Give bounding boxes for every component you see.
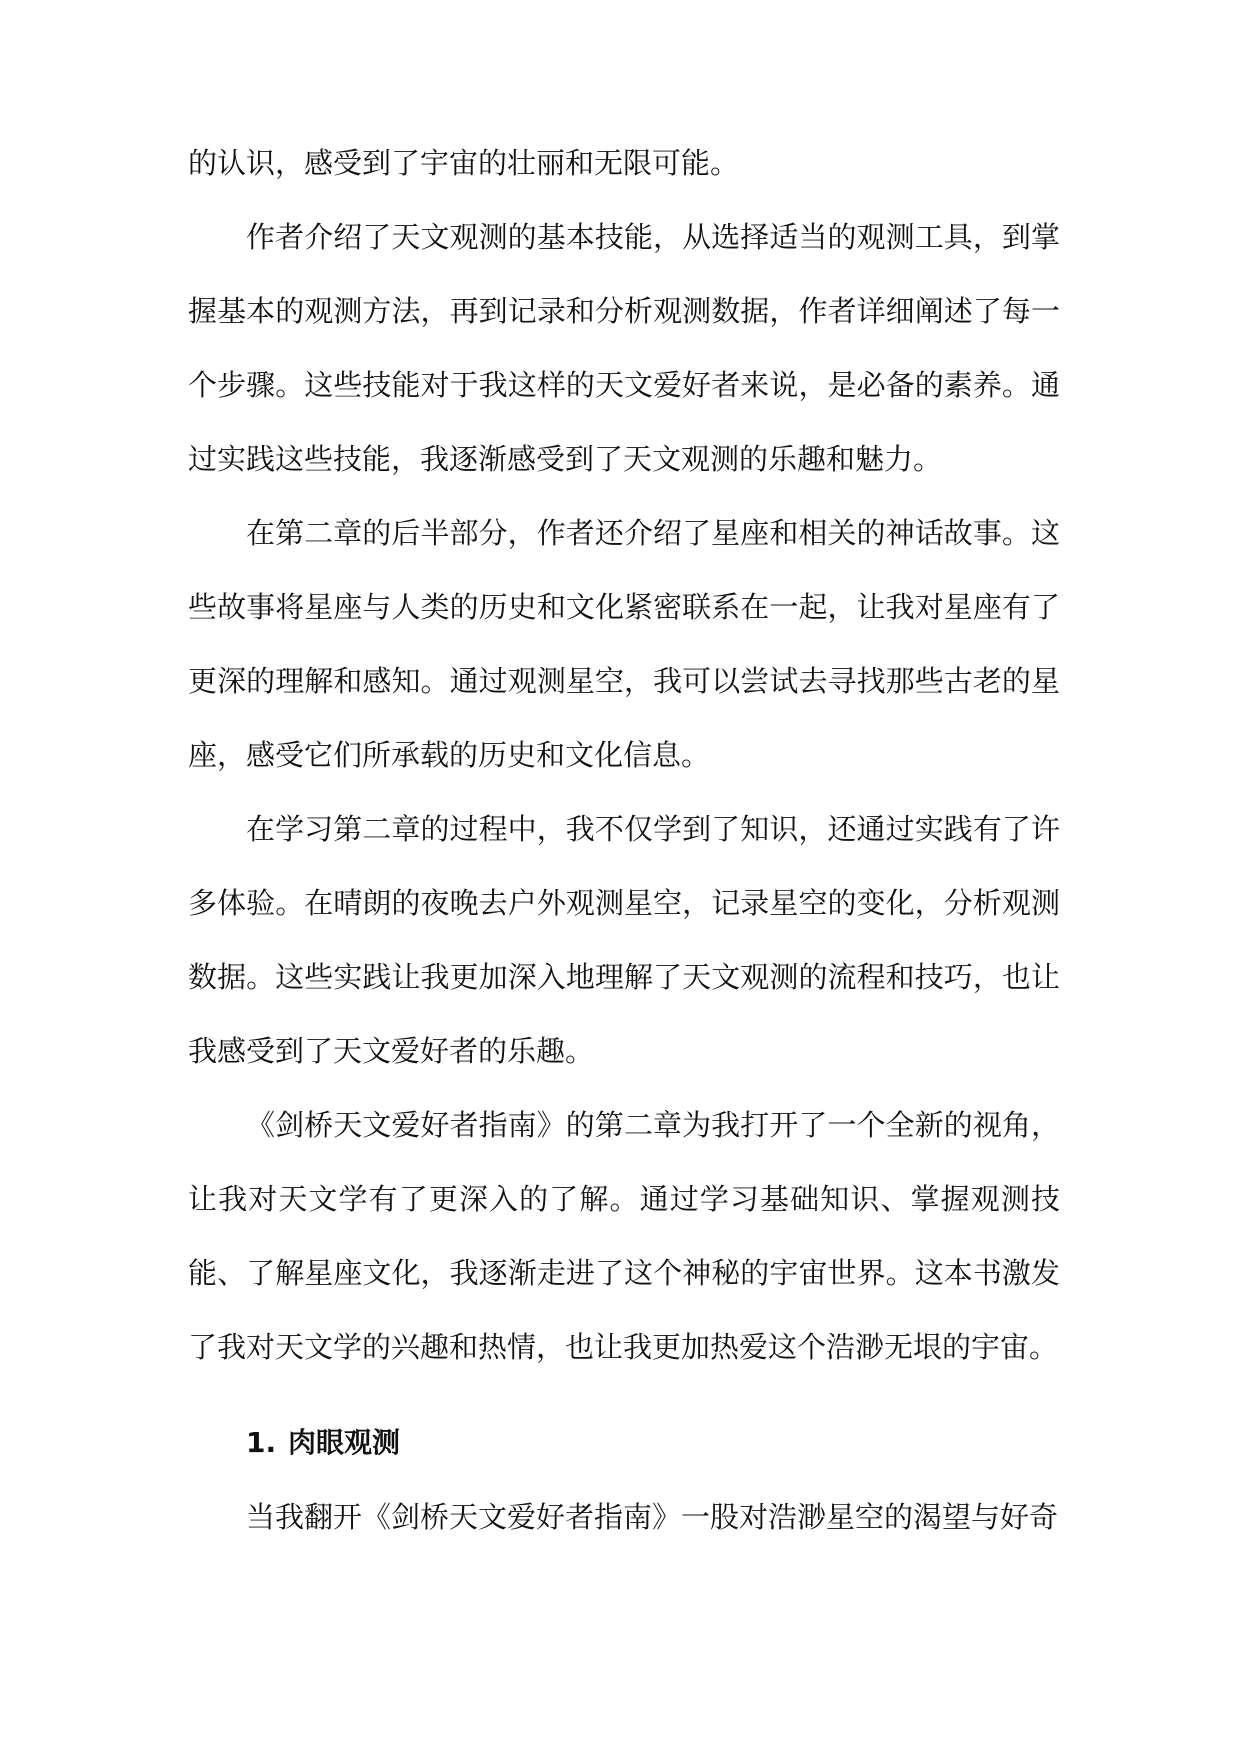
paragraph-summary: 《剑桥天文爱好者指南》的第二章为我打开了一个全新的视角，让我对天文学有了更深入的了解。通过学习基础知识、掌握观测技能、了解星座文化，我逐渐走进了这个神秘的宇宙世界。这本书激发了我对天文学的兴趣和热情，也让我更加热爱这个浩渺无垠的宇宙。 <box>188 1108 1060 1364</box>
section-number: 1. <box>246 1426 277 1459</box>
paragraph-observation-skills: 作者介绍了天文观测的基本技能，从选择适当的观测工具，到掌握基本的观测方法，再到记录和分析观测数据，作者详细阐述了每一个步骤。这些技能对于我这样的天文爱好者来说，是必备的素养。通过实践这些技能，我逐渐感受到了天文观测的乐趣和魅力。 <box>188 220 1060 476</box>
paragraph-continuation: 的认识，感受到了宇宙的壮丽和无限可能。 <box>188 146 740 180</box>
section-title: 肉眼观测 <box>288 1426 401 1459</box>
section-heading <box>188 1406 1060 1480</box>
paragraph-naked-eye-intro: 当我翻开《剑桥天文爱好者指南》一股对浩渺星空的渴望与好奇 <box>246 1500 1059 1534</box>
document-body <box>188 126 1060 1554</box>
paragraph-constellations: 在第二章的后半部分，作者还介绍了星座和相关的神话故事。这些故事将星座与人类的历史和文化紧密联系在一起，让我对星座有了更深的理解和感知。通过观测星空，我可以尝试去寻找那些古老的星座，感受它们所承载的历史和文化信息。 <box>188 516 1060 772</box>
paragraph-practice: 在学习第二章的过程中，我不仅学到了知识，还通过实践有了许多体验。在晴朗的夜晚去户外观测星空，记录星空的变化，分析观测数据。这些实践让我更加深入地理解了天文观测的流程和技巧，也让我感受到了天文爱好者的乐趣。 <box>188 812 1060 1068</box>
